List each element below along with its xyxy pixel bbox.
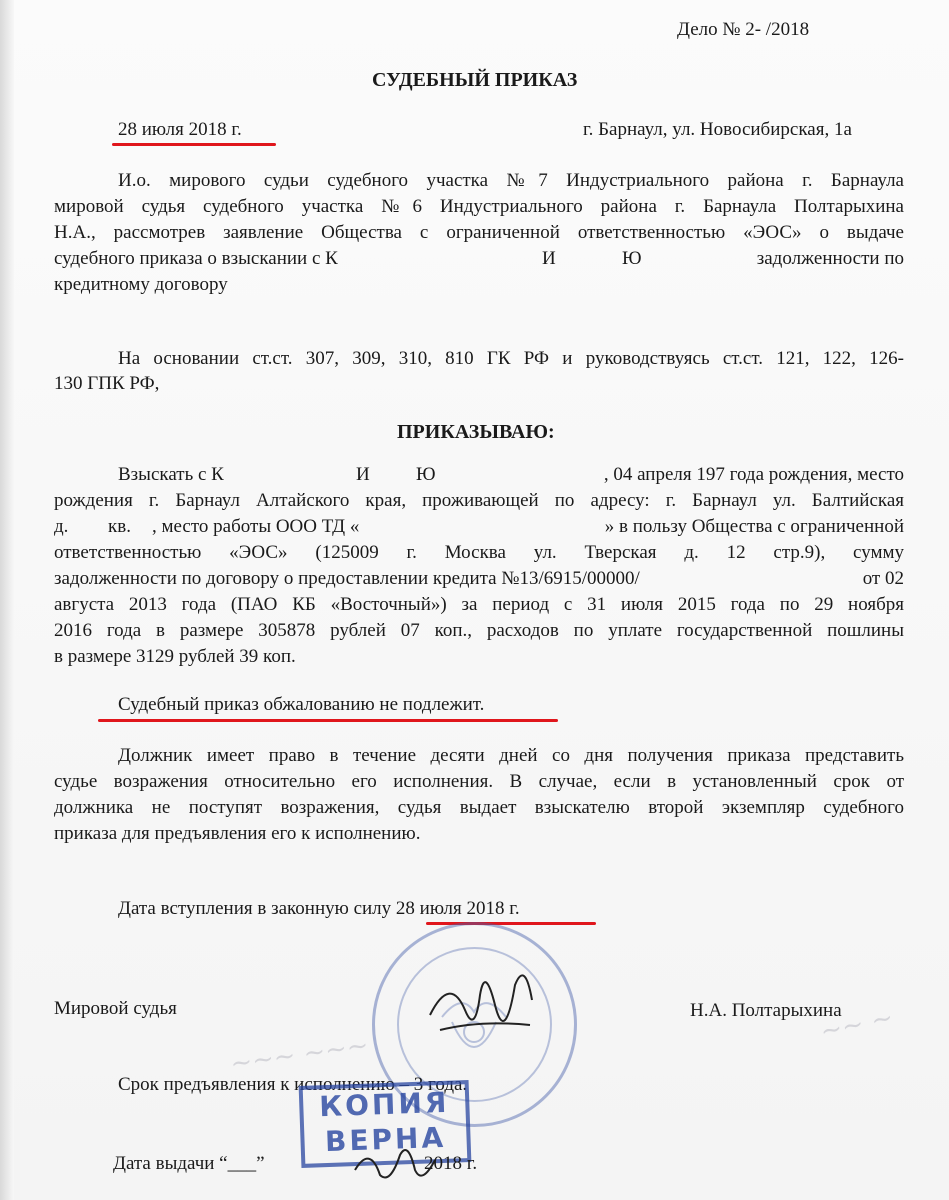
intro-text: задолженности по [756,248,904,269]
order-line: рождения г. Барнаул Алтайского края, проживающей по адресу: г. Барнаул ул. Балтийская [54,490,904,511]
effective-date: 28 июля 2018 г. [395,898,520,919]
intro-initial: И [542,248,556,269]
order-line: августа 2013 года (ПАО КБ «Восточный») за период с 31 июля 2015 года по 29 ноября [54,594,904,615]
stamp-line: ВЕРНА [324,1120,447,1159]
intro-line: Н.А., рассмотрев заявление Общества с ограниченной ответственностью «ЭОС» о выдаче [54,222,904,243]
order-place: г. Барнаул, ул. Новосибирская, 1а [583,119,852,140]
intro-line [54,246,904,272]
no-appeal-underline [98,719,558,722]
effective-label: Дата вступления в законную силу [118,898,396,919]
rights-line: должника не поступят возражения, судья выдает взыскателю второй экземпляр судебного [54,797,904,818]
scan-edge [0,0,14,1200]
intro-line: кредитному договору [54,274,228,295]
case-number: Дело № 2- /2018 [677,19,810,40]
basis-line: На основании ст.ст. 307, 309, 310, 810 ГК РФ и руководствуясь ст.ст. 121, 122, 126- [118,348,904,369]
order-text: кв. [108,516,131,537]
issue-date-label: Дата выдачи “___” [113,1153,265,1174]
order-heading: ПРИКАЗЫВАЮ: [397,421,555,443]
order-line: в размере 3129 рублей 39 коп. [54,646,296,667]
judge-name: Н.А. Полтарыхина [690,1000,842,1021]
date-underline [112,143,276,146]
rights-line: приказа для предъявления его к исполнению. [54,823,421,844]
effective-date-line [118,896,520,922]
order-line [54,566,904,592]
intro-line: И.о. мирового судьи судебного участка №7 Индустриального района г. Барнаула [118,170,904,191]
order-text: Взыскать с К [118,464,224,485]
order-initial: Ю [416,464,436,485]
judge-label: Мировой судья [54,998,177,1019]
rights-line: судье возражения относительно его исполнения. В случае, если в установленный срок от [54,771,904,792]
document-title: СУДЕБНЫЙ ПРИКАЗ [372,69,578,91]
order-text: , место работы ООО ТД « [152,516,360,537]
faint-handwriting: ~~ ~ [817,1002,896,1048]
order-text: » в пользу Общества с ограниченной [604,516,904,537]
judge-signature-icon [420,955,540,1065]
order-line [54,514,904,540]
basis-line: 130 ГПК РФ, [54,373,160,394]
execution-term: Срок предъявления к исполнению – 3 года. [118,1074,468,1095]
order-line: 2016 года в размере 305878 рублей 07 коп., расходов по уплате государственной пошлины [54,620,904,641]
order-text: д. [54,516,69,537]
order-date: 28 июля 2018 г. [118,119,242,140]
stamp-line: КОПИЯ [318,1085,450,1124]
intro-initial: Ю [622,248,642,269]
no-appeal-note: Судебный приказ обжалованию не подлежит. [118,694,485,715]
order-text: от 02 [862,568,904,589]
order-initial: И [356,464,370,485]
order-line: ответственностью «ЭОС» (125009 г. Москва ул. Тверская д. 12 стр.9), сумму [54,542,904,563]
intro-line: мировой судья судебного участка №6 Индустриального района г. Барнаула Полтарыхина [54,196,904,217]
faint-handwriting: ~~~ ~~~ [228,1030,371,1080]
order-line [118,462,904,488]
order-text: , 04 апреля 197 года рождения, место [603,464,904,485]
issue-year: 2018 г. [424,1153,478,1174]
rights-line: Должник имеет право в течение десяти дней со дня получения приказа представить [118,745,904,766]
intro-text: судебного приказа о взыскании с К [54,248,338,269]
order-text: задолженности по договору о предоставлении кредита №13/6915/00000/ [54,568,640,589]
